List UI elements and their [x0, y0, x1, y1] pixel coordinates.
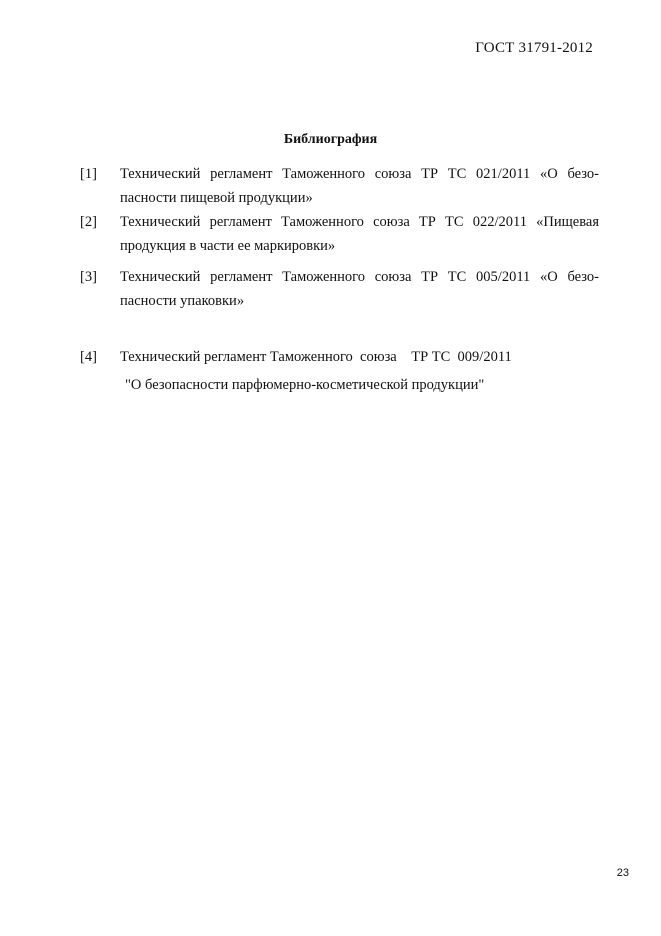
reference-text-line: "О безопасности парфюмерно-косметической продукции" — [125, 377, 485, 393]
reference-text-line: продукция в части ее маркировки» — [120, 238, 336, 254]
bibliography-item — [80, 265, 599, 313]
reference-number: [2] — [80, 214, 97, 230]
bibliography-item — [80, 345, 599, 397]
reference-text — [120, 210, 599, 258]
reference-text-line: Технический регламент Таможенного союза ТР ТС 005/2011 «О безо- — [120, 269, 599, 285]
reference-text-line: пасности пищевой продукции» — [120, 190, 313, 206]
reference-text — [120, 265, 599, 313]
reference-text-line: Технический регламент Таможенного союза ТР ТС 009/2011 — [120, 349, 512, 365]
reference-text-line: Технический регламент Таможенного союза ТР ТС 021/2011 «О безо- — [120, 166, 599, 182]
reference-text-line: пасности упаковки» — [120, 293, 245, 309]
bibliography-title: Библиография — [283, 132, 378, 147]
reference-number: [3] — [80, 269, 97, 285]
bibliography-item — [80, 162, 599, 210]
reference-text — [120, 162, 599, 210]
reference-number: [1] — [80, 166, 97, 182]
document-code-header: ГОСТ 31791-2012 — [475, 40, 593, 56]
reference-text-line: Технический регламент Таможенного союза ТР ТС 022/2011 «Пищевая — [120, 214, 599, 230]
reference-number: [4] — [80, 349, 97, 365]
page-number: 23 — [616, 867, 629, 879]
bibliography-item — [80, 210, 599, 258]
reference-text — [120, 345, 599, 397]
